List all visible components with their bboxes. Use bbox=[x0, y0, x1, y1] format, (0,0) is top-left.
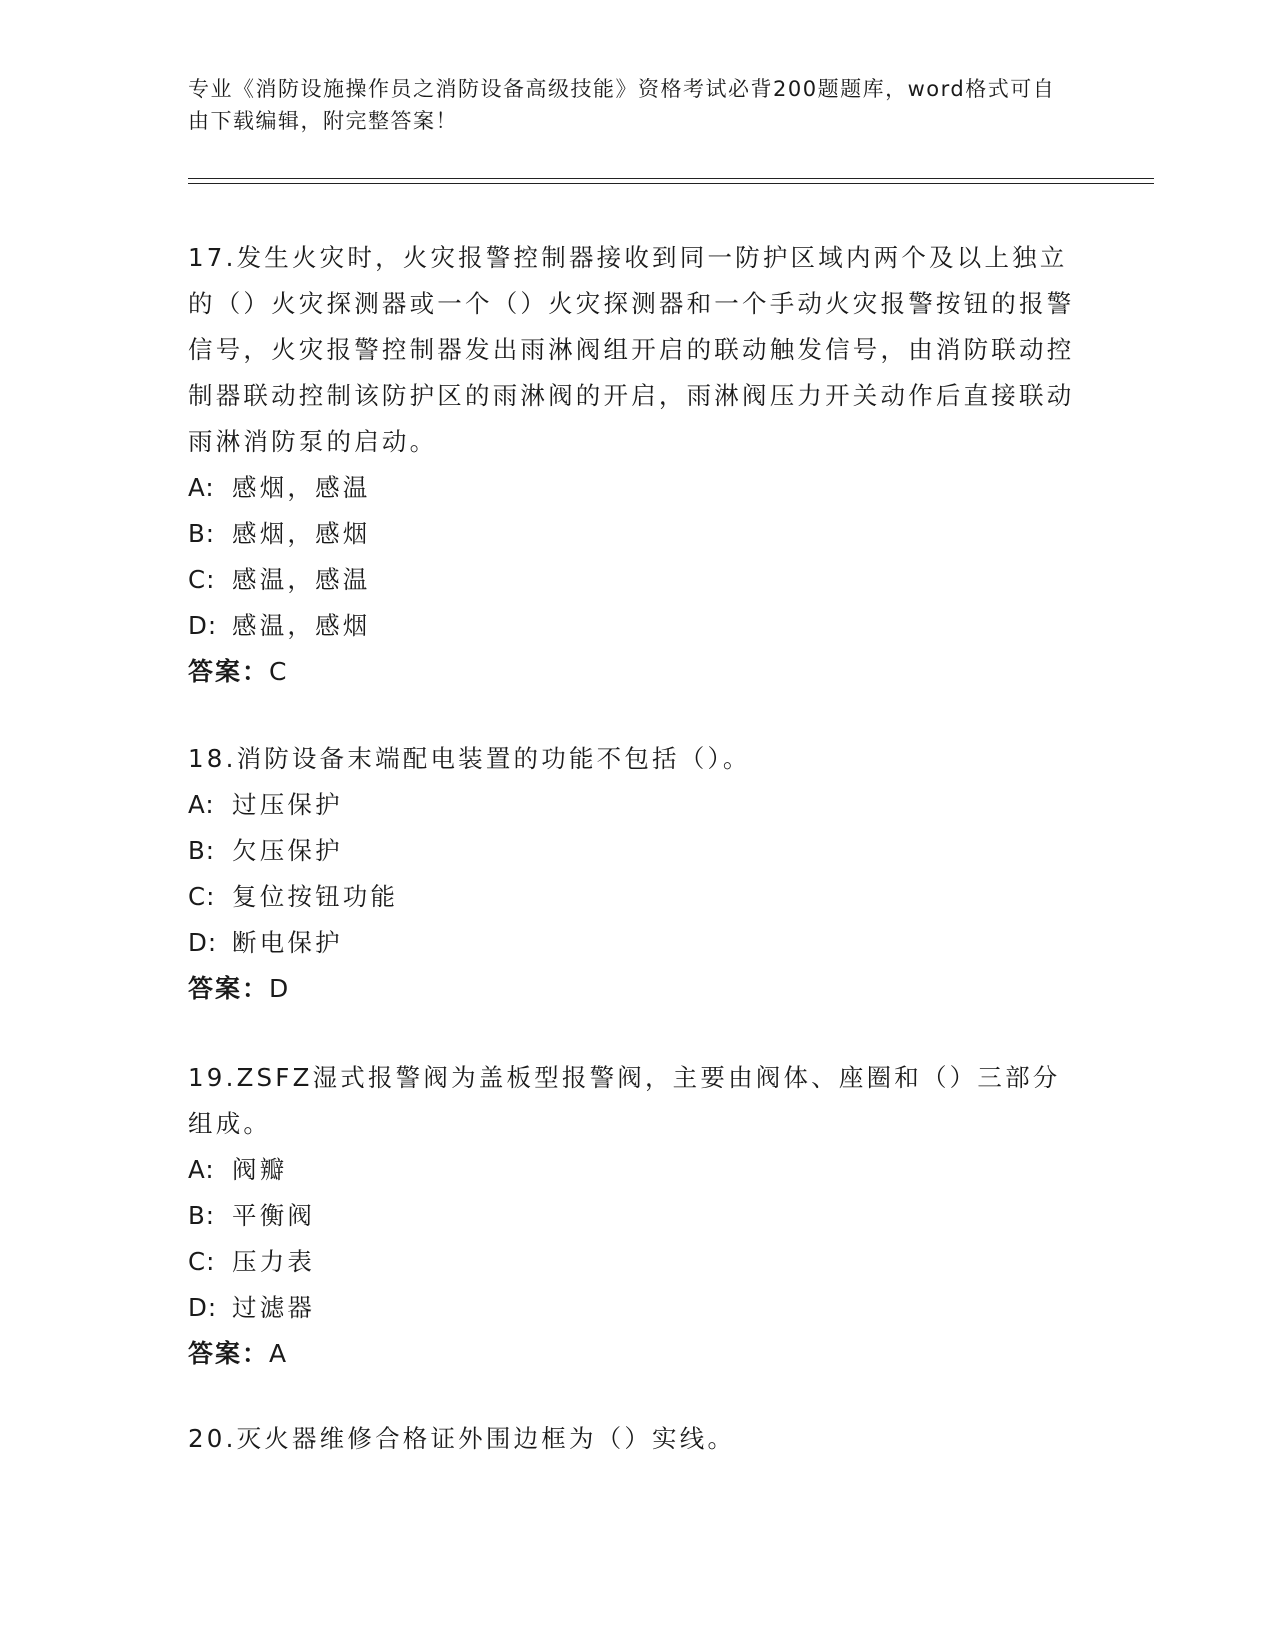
question-stem: 18.消防设备末端配电装置的功能不包括（）。 bbox=[188, 744, 751, 773]
answer-value: C bbox=[269, 657, 289, 686]
option-text: 过压保护 bbox=[232, 790, 343, 819]
option-b bbox=[188, 1193, 1088, 1239]
option-text: 平衡阀 bbox=[232, 1201, 316, 1230]
header-divider-bottom bbox=[188, 183, 1154, 184]
option-text: 断电保护 bbox=[232, 928, 343, 957]
option-letter: C: bbox=[188, 1247, 216, 1276]
option-letter: D: bbox=[188, 611, 218, 640]
option-text: 感温，感温 bbox=[232, 565, 371, 594]
option-b bbox=[188, 511, 1088, 557]
header-divider-top bbox=[188, 178, 1154, 179]
option-letter: A: bbox=[188, 1155, 215, 1184]
question-17 bbox=[188, 235, 1088, 695]
option-c bbox=[188, 1239, 1088, 1285]
option-a bbox=[188, 782, 1088, 828]
answer-line bbox=[188, 649, 1088, 695]
option-d bbox=[188, 920, 1088, 966]
option-letter: D: bbox=[188, 1293, 218, 1322]
question-stem: 20.灭火器维修合格证外围边框为（）实线。 bbox=[188, 1424, 736, 1453]
option-text: 感烟，感烟 bbox=[232, 519, 371, 548]
option-d bbox=[188, 603, 1088, 649]
question-stem: 17.发生火灾时，火灾报警控制器接收到同一防护区域内两个及以上独立的（）火灾探测器或一个（）火灾探测器和一个手动火灾报警按钮的报警信号，火灾报警控制器发出雨淋阀组开启的联动触发信号，由消防联动控制器联动控制该防护区的雨淋阀的开启，雨淋阀压力开关动作后直接联动雨淋消防泵的启动。 bbox=[188, 243, 1075, 456]
document-header: 专业《消防设施操作员之消防设备高级技能》资格考试必背200题题库，word格式可自由下载编辑，附完整答案！ bbox=[188, 77, 1056, 133]
option-text: 复位按钮功能 bbox=[232, 882, 399, 911]
answer-label: 答案： bbox=[188, 1339, 270, 1368]
option-c bbox=[188, 557, 1088, 603]
answer-value: D bbox=[269, 974, 291, 1003]
option-text: 压力表 bbox=[232, 1247, 316, 1276]
option-letter: D: bbox=[188, 928, 218, 957]
option-a bbox=[188, 1147, 1088, 1193]
question-stem: 19.ZSFZ湿式报警阀为盖板型报警阀，主要由阀体、座圈和（）三部分组成。 bbox=[188, 1063, 1061, 1138]
option-d bbox=[188, 1285, 1088, 1331]
question-18 bbox=[188, 736, 1088, 1012]
option-text: 过滤器 bbox=[232, 1293, 316, 1322]
option-c bbox=[188, 874, 1088, 920]
option-letter: B: bbox=[188, 519, 216, 548]
answer-label: 答案： bbox=[188, 974, 270, 1003]
option-letter: A: bbox=[188, 473, 215, 502]
answer-value: A bbox=[269, 1339, 289, 1368]
option-letter: C: bbox=[188, 882, 216, 911]
question-19 bbox=[188, 1055, 1088, 1377]
question-20 bbox=[188, 1416, 1088, 1462]
option-text: 阀瓣 bbox=[232, 1155, 288, 1184]
option-text: 感烟，感温 bbox=[232, 473, 371, 502]
option-letter: A: bbox=[188, 790, 215, 819]
option-b bbox=[188, 828, 1088, 874]
option-letter: B: bbox=[188, 836, 216, 865]
option-text: 感温，感烟 bbox=[232, 611, 371, 640]
option-letter: C: bbox=[188, 565, 216, 594]
answer-label: 答案： bbox=[188, 657, 270, 686]
answer-line bbox=[188, 966, 1088, 1012]
option-a bbox=[188, 465, 1088, 511]
option-text: 欠压保护 bbox=[232, 836, 343, 865]
answer-line bbox=[188, 1331, 1088, 1377]
option-letter: B: bbox=[188, 1201, 216, 1230]
